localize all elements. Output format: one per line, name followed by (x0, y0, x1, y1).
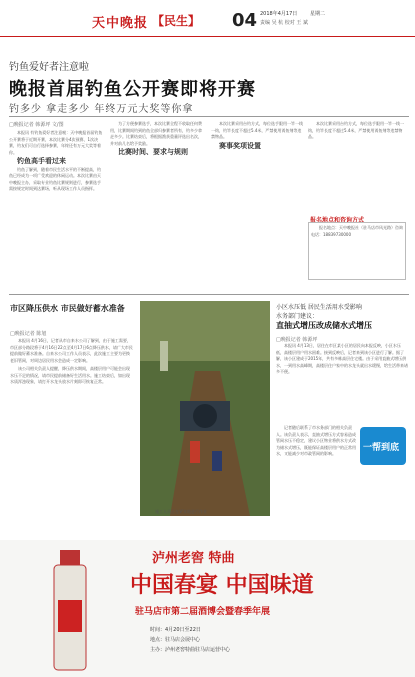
issue-weekday: 星期二 (310, 11, 326, 17)
lead-col3-body: 本次比赛采用台钓方式，每位选手限用一竿一线一钩，钓竿长度不超过5.4米，严禁使用诱鱼剂等违禁物品。 (211, 121, 303, 139)
ad-banner (0, 540, 415, 677)
ad-detail-3: 主办：泸州老窖特曲驻马店运营中心 (150, 647, 231, 653)
lead-col1-body: 本报讯 有钓鱼爱好者注意啦：天中晚报首届钓鱼公开赛将于近期开赛，本次比赛分4次预赛、1次决赛，钓友们可自行选择参赛，年终还有万元大奖等着你。 (9, 130, 103, 155)
story3-body2: 记者随后联系了市水务部门的相关负责人。该负责人表示，直抽式增压方式容易造成管网水压不稳定，建议小区物业将供水方式改为储水式增压，既能保证高楼层用户的正常用水，又能减少对市政管网的影响。 (276, 425, 356, 456)
section-label: 【民生】 (152, 14, 201, 28)
story3-body-column-2 (276, 425, 356, 525)
construction-photo (140, 301, 270, 516)
notice-body: 报名地点：天中晚报社（驻马店市风光路）咨询电话：18839730000 (311, 225, 403, 237)
story2-body-column (10, 338, 133, 534)
lead-headline: 晚报首届钓鱼公开赛即将开赛 (9, 79, 256, 100)
story3-headline-block (276, 303, 408, 330)
lead-col1-body2: 钓鱼了解到，随着市民生活水平的不断提高，钓鱼已经成为一项广受欢迎的休闲运动。本次比赛由天中晚报主办，采取专业钓鱼比赛规则进行，参赛选手需按规定时间到达赛场，听从现场工作人员指挥。 (9, 166, 101, 191)
issue-date: 2018年4月17日 (260, 11, 298, 17)
lead-column-2 (110, 121, 205, 291)
lead-column-3 (211, 121, 303, 291)
help-badge-label: 一帮到底 (363, 443, 400, 453)
ad-event: 驻马店市第二届酒博会暨春季年展 (135, 607, 271, 617)
page-number: 04 (232, 10, 258, 31)
story3-body: 本报讯 4月13日，居住在市区某小区的居民向本报反映，小区水压低，高楼层用户用水困难。接到反映后，记者来到该小区进行了解。据了解，该小区建成于2015年，共有多栋高层住宅楼。由于采用直抽式增压供水，一到用水高峰期，高楼层住户家中的水龙头就出水缓慢，给生活带来诸多不便。 (276, 343, 408, 374)
ad-brand-line: 泸州老窖 特曲 (152, 551, 235, 566)
lead-column-1 (9, 130, 104, 290)
lead-col1-subtitle: 钓鱼高手看过来 (17, 157, 66, 165)
story3-title-line1: 小区水压低 居民生活用水受影响 (276, 304, 362, 311)
bottle-image (40, 540, 100, 677)
story3-title-line2: 水务部门建议： (276, 313, 319, 320)
masthead (0, 0, 415, 36)
lead-byline: □晚报记者 韩源坪 文/图 (9, 122, 64, 128)
lead-col2-body: 为了方便参赛选手，本次比赛全程不收取任何费用，比赛期间钓到的鱼全部归参赛者所有，钓多少拿走多少。比赛结束后，将根据渔获重量评选出名次，并对前几名给予奖励。 (110, 121, 202, 146)
ad-detail-2: 地点：驻马店会展中心 (150, 637, 201, 643)
story3-body-column (276, 343, 408, 423)
story3-title-line3: 直抽式增压改成储水式增压 (276, 321, 372, 330)
help-badge (360, 427, 406, 465)
lead-col2-subtitle: 比赛时间、要求与规则 (118, 148, 188, 156)
masthead-rule (0, 36, 415, 37)
story2-title: 市区降压供水 市民做好蓄水准备 (10, 304, 125, 313)
brand-name: 天中晚报 (92, 16, 149, 31)
story2-body2: 该公司相关负责人提醒，降压供水期间，高楼层用户可能会出现水压不足的情况，请市民提前储备好生活用水。施工结束后，如出现水质浑浊现象，请打开水龙头放水片刻即可恢复正常。 (10, 366, 130, 384)
editors-line: 责编 吴 杭 校对 王 斌 (260, 20, 308, 26)
lead-column-4 (308, 121, 408, 211)
lead-col3-subtitle: 赛事奖项设置 (219, 141, 261, 150)
news-photo (140, 301, 270, 516)
story3-byline: □晚报记者 韩源坪 (276, 337, 318, 343)
photo-caption: 施工人员正在紧张地进行作业 (155, 509, 207, 514)
section-divider (9, 294, 409, 295)
lead-divider (9, 116, 409, 117)
lead-col3-extra: 本次比赛采用台钓方式，每位选手限用一竿一线一钩，钓竿长度不超过5.4米，严禁使用诱鱼剂等违禁物品。 (308, 121, 404, 139)
notice-title: 报名地点和咨询方式 (310, 217, 365, 224)
lead-kicker: 钓鱼爱好者注意啦 (9, 62, 89, 73)
story2-body: 本报讯 4月16日，记者从市自来水公司了解到，由于施工需要，市区部分路段将于4月16日22点至4月17日6点降压供水，请广大市民提前做好蓄水准备。自来水公司工作人员表示，此次施工主要为更换老旧管网，对周边居民用水会造成一定影响。 (10, 338, 133, 363)
story2-byline: □晚报记者 陈旭 (10, 331, 47, 337)
ad-detail-1: 时间：4月20日至22日 (150, 627, 201, 633)
ad-slogan: 中国春宴 中国味道 (130, 572, 314, 598)
notice-box (308, 222, 406, 280)
lead-subhead: 钓多少 拿走多少 年终万元大奖等你拿 (9, 104, 194, 115)
